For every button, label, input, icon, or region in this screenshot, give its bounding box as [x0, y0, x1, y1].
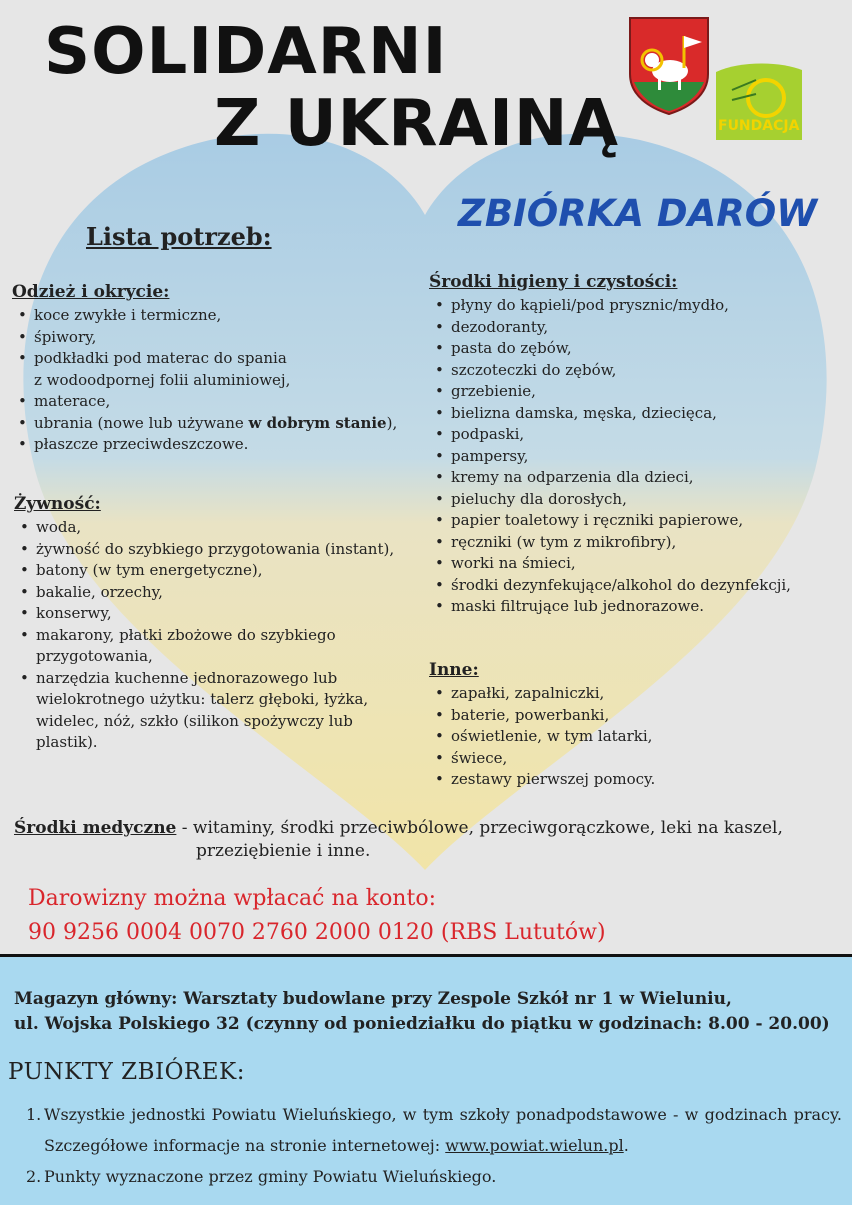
- list-item: • batony (w tym energetyczne),: [36, 560, 414, 582]
- list-item-text: z wodoodpornej folii aluminiowej,: [34, 370, 291, 389]
- collection-point-text: Wszystkie jednostki Powiatu Wieluńskiego, w tym szkoły ponadpodstawowe - w godzinach pracy. Szczegółowe informacje na stronie internetowej:: [44, 1105, 842, 1155]
- subtitle: ZBIÓRKA DARÓW: [458, 192, 818, 235]
- list-item-continuation: [36, 689, 414, 711]
- list-item: • bielizna damska, męska, dziecięca,: [451, 403, 844, 425]
- item-number: 1.: [26, 1105, 42, 1124]
- collection-points-title: PUNKTY ZBIÓREK:: [8, 1059, 245, 1085]
- footer-panel: [0, 954, 852, 1205]
- medical-text: - witaminy, środki przeciwbólowe, przeciwgorączkowe, leki na kaszel,: [176, 818, 783, 838]
- collection-point-text: Punkty wyznaczone przez gminy Powiatu Wieluńskiego.: [44, 1167, 497, 1186]
- list-item-text: wielokrotnego użytku: talerz głęboki, łyżka,: [36, 690, 369, 708]
- section-title: Środki higieny i czystości:: [429, 272, 678, 292]
- bank-account-number: 90 9256 0004 0070 2760 2000 0120 (RBS Lututów): [28, 920, 606, 945]
- section-title: Odzież i okrycie:: [12, 282, 170, 302]
- item-list: [14, 517, 414, 754]
- list-item-continuation: [36, 732, 414, 754]
- main-warehouse-info: [14, 987, 844, 1037]
- list-item: • zestawy pierwszej pomocy.: [451, 769, 829, 791]
- collection-point-item: [26, 1161, 842, 1192]
- list-item: • baterie, powerbanki,: [451, 705, 829, 727]
- section-title: Żywność:: [14, 494, 101, 514]
- list-item: • pieluchy dla dorosłych,: [451, 489, 844, 511]
- donation-label: Darowizny można wpłacać na konto:: [28, 886, 436, 911]
- medical-text-continuation: przeziębienie i inne.: [196, 841, 371, 861]
- list-item: • śpiwory,: [34, 327, 412, 349]
- section-title: Środki medyczne: [14, 818, 177, 838]
- collection-point-item: [26, 1099, 842, 1161]
- list-item: • materace,: [34, 391, 412, 413]
- collection-points-list: [26, 1099, 842, 1192]
- medical-row: [14, 818, 834, 838]
- list-item: • koce zwykłe i termiczne,: [34, 305, 412, 327]
- list-item-text: widelec, nóż, szkło (silikon spożywczy lub: [36, 711, 353, 730]
- title-line-1: SOLIDARNI: [44, 15, 448, 89]
- title-line-2: Z UKRAINĄ: [214, 87, 619, 161]
- list-item: • woda,: [36, 517, 414, 539]
- list-item: • żywność do szybkiego przygotowania (instant),: [36, 539, 414, 561]
- list-item: • pampersy,: [451, 446, 844, 468]
- fundacja-logo: [712, 60, 804, 142]
- list-item: • pasta do zębów,: [451, 338, 844, 360]
- list-item: • ręczniki (w tym z mikrofibry),: [451, 532, 844, 554]
- list-item-continuation: [36, 711, 414, 733]
- list-item-text: przygotowania,: [36, 647, 153, 665]
- list-item-text: plastik).: [36, 733, 98, 751]
- list-item: • papier toaletowy i ręczniki papierowe,: [451, 510, 844, 532]
- list-item: • podpaski,: [451, 424, 844, 446]
- coat-of-arms-icon: [628, 16, 710, 116]
- section-clothing: [12, 282, 412, 456]
- list-item-continuation: [34, 370, 412, 392]
- section-title: Inne:: [429, 660, 479, 680]
- fundacja-logo-text: FUNDACJA: [718, 118, 800, 134]
- collection-point-text: .: [623, 1136, 629, 1155]
- section-medical: [14, 818, 834, 861]
- list-item-text: ),: [386, 413, 398, 432]
- list-item: • środki dezynfekujące/alkohol do dezynfekcji,: [451, 575, 844, 597]
- list-item: • worki na śmieci,: [451, 553, 844, 575]
- item-list: [429, 295, 844, 618]
- item-list: [12, 305, 412, 456]
- list-item: • świece,: [451, 748, 829, 770]
- list-item: • konserwy,: [36, 603, 414, 625]
- list-item: • makarony, płatki zbożowe do szybkiego: [36, 625, 414, 647]
- warehouse-line: Magazyn główny: Warsztaty budowlane przy Zespole Szkół nr 1 w Wieluniu,: [14, 989, 732, 1009]
- list-item: • płaszcze przeciwdeszczowe.: [34, 434, 412, 456]
- list-item: • płyny do kąpieli/pod prysznic/mydło,: [451, 295, 844, 317]
- website-link[interactable]: www.powiat.wielun.pl: [445, 1136, 624, 1155]
- list-item: [34, 413, 412, 435]
- section-hygiene: [429, 272, 844, 618]
- list-item: • kremy na odparzenia dla dzieci,: [451, 467, 844, 489]
- list-item: • podkładki pod materac do spania: [34, 348, 412, 370]
- list-item: • zapałki, zapalniczki,: [451, 683, 829, 705]
- list-item: • dezodoranty,: [451, 317, 844, 339]
- list-item: • maski filtrujące lub jednorazowe.: [451, 596, 844, 618]
- list-item: • bakalie, orzechy,: [36, 582, 414, 604]
- donation-info: [28, 882, 606, 950]
- list-item-text: ubrania (nowe lub używane: [34, 413, 249, 432]
- warehouse-line: ul. Wojska Polskiego 32 (czynny od poniedziałku do piątku w godzinach: 8.00 - 20.00): [14, 1014, 830, 1034]
- list-item-continuation: [36, 646, 414, 668]
- list-item: • narzędzia kuchenne jednorazowego lub: [36, 668, 414, 690]
- needs-heading: Lista potrzeb:: [86, 222, 272, 251]
- section-other: [429, 660, 829, 791]
- item-list: [429, 683, 829, 791]
- item-number: 2.: [26, 1167, 42, 1186]
- emphasis-text: w dobrym stanie: [248, 413, 387, 432]
- list-item: • grzebienie,: [451, 381, 844, 403]
- list-item: • szczoteczki do zębów,: [451, 360, 844, 382]
- list-item: • oświetlenie, w tym latarki,: [451, 726, 829, 748]
- section-food: [14, 494, 414, 754]
